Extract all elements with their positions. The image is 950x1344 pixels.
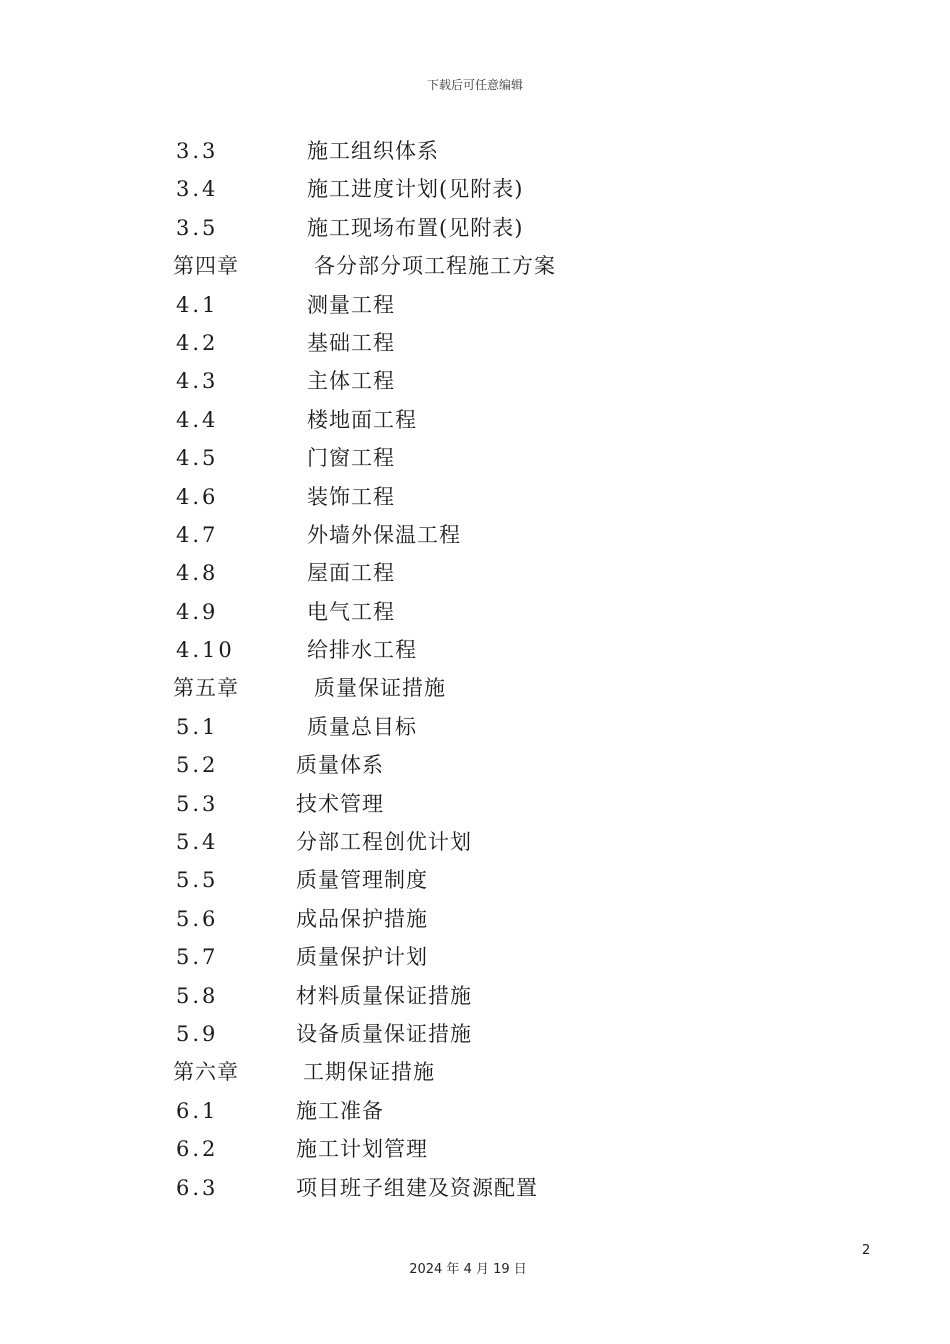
toc-number: 4.5 [176,446,219,471]
toc-number: 第六章 [173,1060,239,1085]
toc-number: 5.7 [176,945,219,970]
toc-number: 4.10 [176,638,235,663]
toc-title: 设备质量保证措施 [296,1021,472,1046]
toc-section-row [0,746,950,784]
toc-number: 4.6 [176,484,219,509]
toc-number: 第五章 [173,676,239,701]
toc-title: 质量保护计划 [296,945,428,970]
toc-number: 5.2 [176,753,219,778]
toc-section-row [0,1092,950,1130]
toc-section-row [0,170,950,208]
toc-section-row [0,785,950,823]
toc-section-row [0,516,950,554]
toc-section-row [0,593,950,631]
toc-chapter-row [0,1053,950,1091]
toc-section-row [0,554,950,592]
page-number: 2 [862,1243,871,1258]
toc-number: 6.2 [176,1137,219,1162]
toc-title: 装饰工程 [307,484,395,509]
toc-number: 4.4 [176,407,219,432]
toc-title: 材料质量保证措施 [296,983,472,1008]
toc-chapter-row [0,247,950,285]
toc-section-row [0,631,950,669]
toc-title: 施工计划管理 [296,1137,428,1162]
toc-title: 质量体系 [296,753,384,778]
toc-section-row [0,861,950,899]
toc-number: 4.9 [176,599,219,624]
toc-number: 5.9 [176,1021,219,1046]
toc-section-row [0,478,950,516]
toc-title: 施工准备 [296,1098,384,1123]
toc-section-row [0,977,950,1015]
toc-title: 外墙外保温工程 [307,522,461,547]
toc-number: 4.1 [176,292,219,317]
toc-number: 第四章 [173,254,239,279]
toc-number: 3.5 [176,215,219,240]
toc-title: 基础工程 [307,330,395,355]
toc-chapter-row [0,669,950,707]
toc-number: 6.3 [176,1175,219,1200]
toc-section-row [0,938,950,976]
toc-title: 质量总目标 [307,714,417,739]
toc-section-row [0,1015,950,1053]
toc-number: 4.8 [176,561,219,586]
toc-section-row [0,439,950,477]
toc-title: 施工组织体系 [307,139,439,163]
toc-number: 5.3 [176,791,219,816]
toc-number: 5.6 [176,906,219,931]
toc-number: 5.8 [176,983,219,1008]
toc-section-row [0,401,950,439]
toc-title: 电气工程 [307,599,395,624]
toc-section-row [0,1130,950,1168]
toc-section-row [0,1169,950,1207]
toc-title: 给排水工程 [307,638,417,663]
toc-number: 5.1 [176,714,219,739]
toc-number: 4.2 [176,330,219,355]
toc-title: 工期保证措施 [303,1060,435,1085]
toc-title: 技术管理 [296,791,384,816]
toc-number: 3.3 [176,139,219,163]
toc-section-row [0,900,950,938]
toc-section-row [0,823,950,861]
toc-section-row [0,708,950,746]
toc-title: 屋面工程 [307,561,395,586]
toc-section-row [0,209,950,247]
table-of-contents [0,132,950,1207]
toc-title: 成品保护措施 [296,906,428,931]
toc-title: 门窗工程 [307,446,395,471]
toc-section-row [0,132,950,170]
toc-title: 质量保证措施 [314,676,446,701]
toc-section-row [0,286,950,324]
toc-title: 分部工程创优计划 [296,830,472,855]
toc-title: 施工进度计划(见附表) [307,177,524,202]
toc-section-row [0,324,950,362]
toc-title: 项目班子组建及资源配置 [296,1175,538,1200]
toc-title: 测量工程 [307,292,395,317]
toc-title: 施工现场布置(见附表) [307,215,524,240]
toc-number: 5.4 [176,830,219,855]
footer-date: 2024 年 4 月 19 日 [409,1262,527,1277]
toc-title: 各分部分项工程施工方案 [314,254,556,279]
toc-number: 4.7 [176,522,219,547]
toc-number: 5.5 [176,868,219,893]
toc-title: 楼地面工程 [307,407,417,432]
toc-title: 质量管理制度 [296,868,428,893]
page-header: 下载后可任意编辑 [426,78,523,92]
toc-title: 主体工程 [307,369,395,394]
toc-number: 3.4 [176,177,219,202]
toc-number: 6.1 [176,1098,219,1123]
toc-section-row [0,362,950,400]
toc-number: 4.3 [176,369,219,394]
